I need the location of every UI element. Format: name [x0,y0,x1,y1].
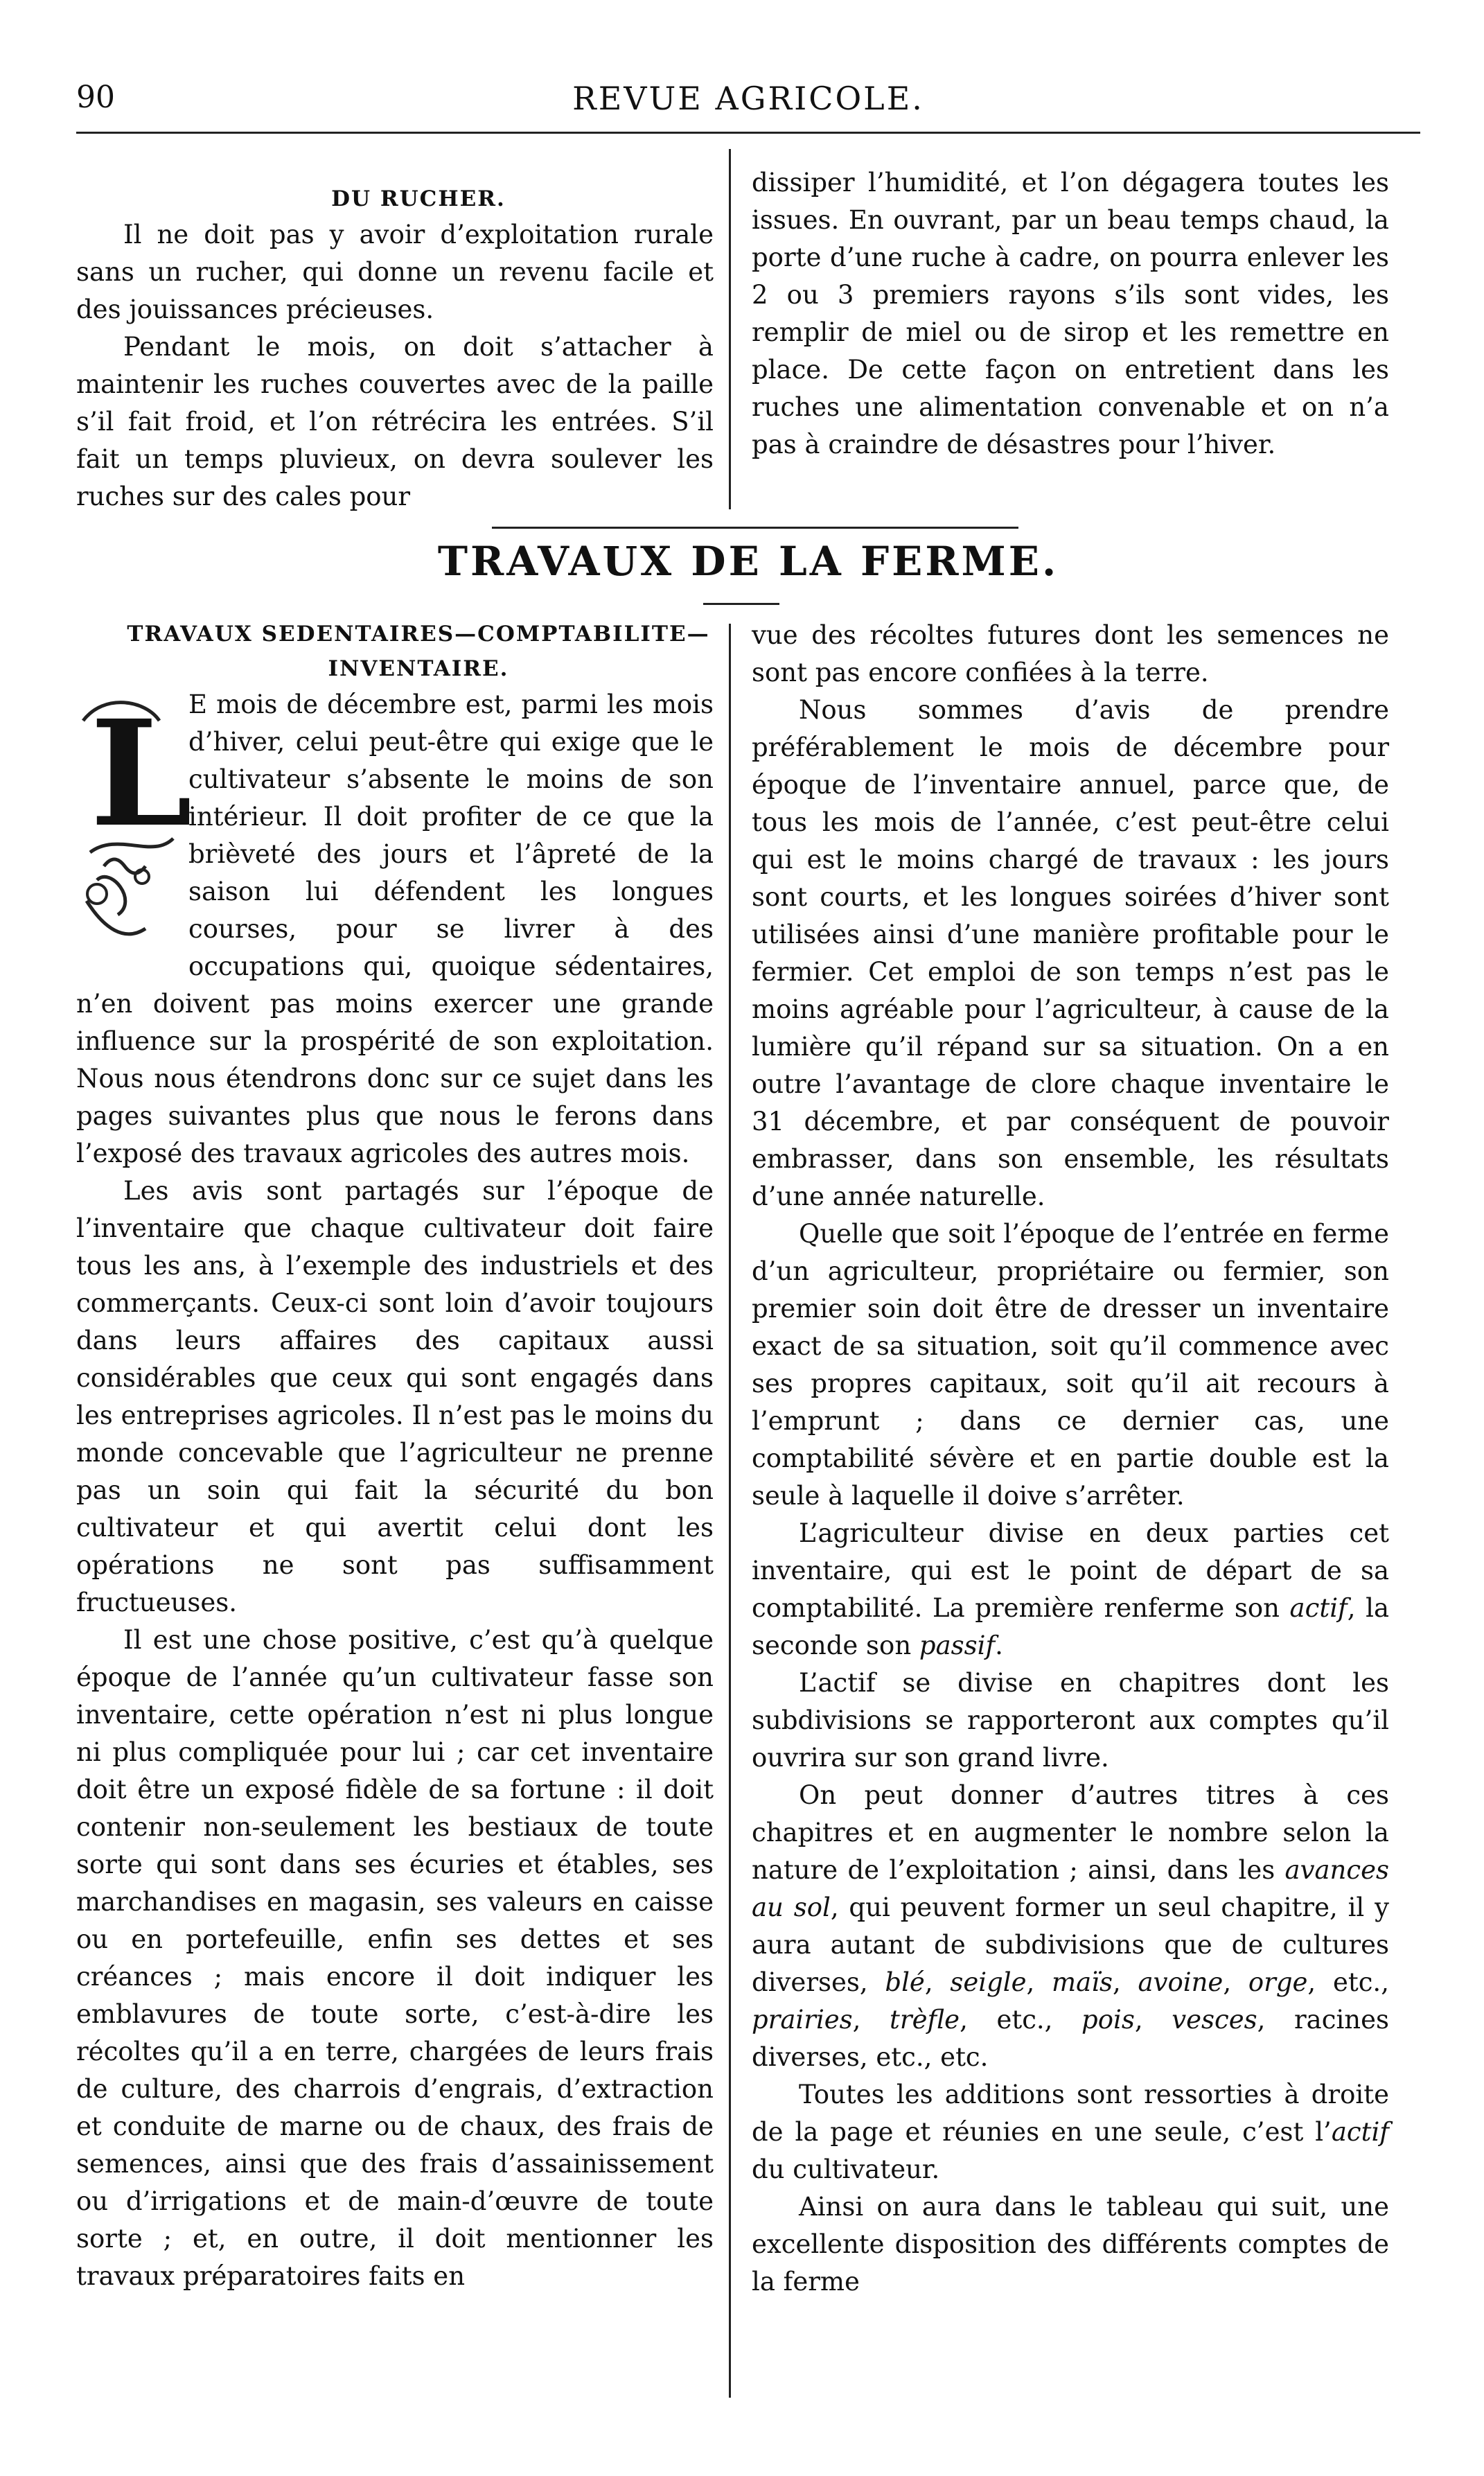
text-span: , etc., [960,2005,1082,2035]
term-orge: orge [1248,1967,1308,1997]
body-paragraph-10 [752,2076,1389,2188]
term-seigle: seigle [950,1967,1027,1997]
body-paragraph-11: Ainsi on aura dans le tableau qui suit, une excellente disposition des différents comptes de la ferme [752,2192,1389,2297]
term-prairies: prairies [752,2005,853,2035]
body-paragraph-3: Il est une chose positive, c’est qu’à quelque époque de l’année qu’un cultivateur fasse son inventaire, cette opération n’est ni plus longue ni plus compliquée pour lui ; car cet inventaire doit être un exposé fidèle de sa fortune : il doit contenir non-seulement les bestiaux de toute sorte qui sont dans ses écuries et étables, ses marchandises en magasin, ses valeurs en caisse ou en portefeuille, enfin ses dettes et ses créances ; mais encore il doit indiquer les emblavures de toute sorte, c’est-à-dire les récoltes qu’il a en terre, chargées de leurs frais de culture, des charrois d’engrais, d’extraction et conduite de marne ou de chaux, des frais de semences, ainsi que des frais d’assainissement ou d’irrigations et de main-d’œuvre de toute sorte ; et, en outre, il doit mentionner les travaux préparatoires faits en [76,1625,714,2291]
term-avances-au-sol: avances au sol [752,1855,1389,1922]
column-divider-top [729,149,731,509]
body-paragraph-4: vue des récoltes futures dont les semences ne sont pas encore confiées à la terre. [752,620,1389,687]
dropcap-ornament [76,688,193,956]
body-paragraph-7 [752,1515,1389,1665]
body-paragraph-2: Les avis sont partagés sur l’époque de l’inventaire que chaque cultivateur doit faire tous les ans, à l’exemple des industriels et des commerçants. Ceux-ci sont loin d’avoir toujours dans leurs affaires des capitaux aussi considérables que ceux qui sont engagés dans les entreprises agricoles. Il n’est pas le moins du monde concevable que l’agriculteur ne prenne pas un soin qui fait la sécurité du bon cultivateur et qui avertit celui dont les opérations ne sont pas suffisamment fructueuses. [76,1176,714,1617]
term-actif: actif [1289,1593,1348,1623]
body-paragraph-9: On peut donner d’autres titres à ces chapitres et en augmenter le nombre selon la nature de l’exploitation ; ainsi, dans les avances au sol, qui peuvent former un seul chapitre, il y aura autant de subdivisions que de cultures diverses, blé, seigle, maïs, avoine, orge, etc., prairies, trèfle, etc., pois, vesces, racines diverses, etc., etc. [752,1780,1390,2072]
page-header [76,80,1420,128]
text-span: , qui peuvent former un seul chapitre, il y aura autant de subdivisions que de cultures diverses, [752,1893,1389,1997]
text-span: L’agriculteur divise en deux parties cet inventaire, qui est le point de départ de sa comptabilité. La première renferme son [752,1518,1389,1623]
running-title: REVUE AGRICOLE. [572,80,924,117]
text-span: Toutes les additions sont ressorties à droite de la page et réunies en une seule, c’est l’ [752,2080,1389,2147]
text-span: . [995,1631,1003,1660]
term-mais: maïs [1052,1967,1113,1997]
body-paragraph-5: Nous sommes d’avis de prendre préférablement le mois de décembre pour époque de l’inventaire annuel, parce que, de tous les mois de l’année, c’est peut-être celui qui est le moins chargé de travaux : les jours sont courts, et les longues soirées d’hiver sont utilisées ainsi d’une manière profitable pour le fermier. Cet emploi de son temps n’est pas le moins agréable pour l’agriculteur, à cause de la lumière qu’il répand sur sa situation. On a en outre l’avantage de clore chaque inventaire le 31 décembre, et par conséquent de pouvoir embrasser, dans son ensemble, les résultats d’une année naturelle. [752,695,1389,1211]
body-right-column [752,617,1389,2301]
body-paragraph-8: L’actif se divise en chapitres dont les subdivisions se rapporteront aux comptes qu’il ouvrira sur son grand livre. [752,1668,1389,1773]
body-paragraph-6: Quelle que soit l’époque de l’entrée en ferme d’un agriculteur, propriétaire ou fermier, son premier soin doit être de dresser un inventaire exact de sa situation, soit qu’il commence avec ses propres capitaux, soit qu’il ait recours à l’emprunt ; dans ce dernier cas, une comptabilité sévère et en partie double est la seule à laquelle il doive s’arrêter. [752,1219,1389,1511]
term-pois: pois [1081,2005,1135,2035]
section-rule-top [492,527,1018,529]
rucher-paragraph-1: Il ne doit pas y avoir d’exploitation rurale sans un rucher, qui donne un revenu facile et des jouissances précieuses. [76,220,714,324]
text-span: du cultivateur. [752,2154,940,2184]
rucher-paragraph-2: Pendant le mois, on doit s’attacher à maintenir les ruches couvertes avec de la paille s’il fait froid, et l’on rétrécira les entrées. S’il fait un temps pluvieux, on devra soulever les ruches sur des cales pour [76,332,714,511]
rucher-paragraph-3: dissiper l’humidité, et l’on dégagera toutes les issues. En ouvrant, par un beau temps chaud, la porte d’une ruche à cadre, on pourra enlever les 2 ou 3 premiers rayons s’ils sont vides, les remplir de miel ou de sirop et les remettre en place. De cette façon on entretient dans les ruches une alimentation convenable et on n’a pas à craindre de désastres pour l’hiver. [752,168,1389,459]
term-actif-2: actif [1331,2117,1389,2147]
section-title: TRAVAUX DE LA FERME. [437,538,1059,585]
dropcap-letter: L [90,688,193,859]
rucher-left-column [76,182,714,516]
body-paragraph-1: E mois de décembre est, parmi les mois d’hiver, celui peut-être qui exige que le cultivateur s’absente le moins de son intérieur. Il doit profiter de ce que la brièveté des jours et l’âpreté de la saison lui défendent les longues courses, pour se livrer à des occupations qui, quoique sédentaires, n’en doivent pas moins exercer une grande influence sur la prospérité de son exploitation. Nous nous étendrons donc sur ce sujet dans les pages suivantes plus que nous le ferons dans l’exposé des travaux agricoles des autres mois. [76,690,714,1168]
section-rule-bottom [703,603,779,605]
term-vesces: vesces [1172,2005,1257,2035]
rucher-title: DU RUCHER. [331,186,506,211]
term-passif: passif [919,1631,996,1660]
column-divider-bottom [729,624,731,2398]
body-left-column [76,617,714,2295]
term-ble: blé [885,1967,925,1997]
text-span: , racines diverses, etc., etc. [752,2005,1390,2072]
subheading-line-1: TRAVAUX SEDENTAIRES—COMPTABILITE— [127,622,710,647]
text-span: , la seconde son [752,1593,1390,1660]
subheading-line-2: INVENTAIRE. [328,656,509,681]
header-rule [76,132,1420,134]
page-number: 90 [76,80,115,115]
term-trefle: trèfle [890,2005,960,2035]
text-span: On peut donner d’autres titres à ces chapitres et en augmenter le nombre selon la nature de l’exploitation ; ainsi, dans les [752,1780,1389,1885]
term-avoine: avoine [1138,1967,1224,1997]
rucher-right-column [752,164,1389,464]
text-span: , etc., [1307,1967,1389,1997]
